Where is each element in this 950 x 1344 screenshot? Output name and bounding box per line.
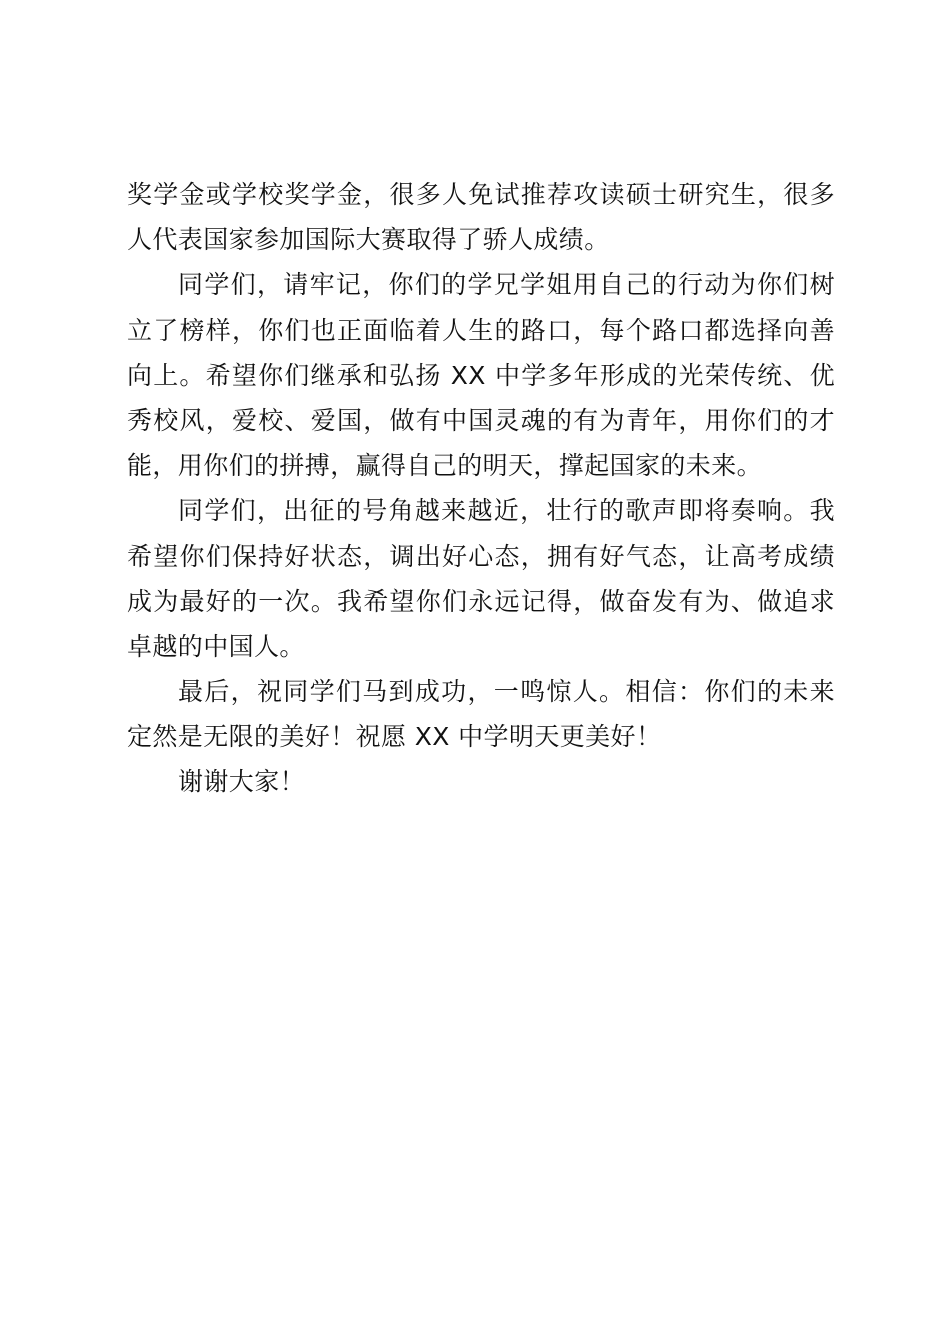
text-line: 最后，祝同学们马到成功，一鸣惊人。相信：你们的未来 <box>178 677 835 707</box>
text-line: 谢谢大家！ <box>178 767 306 797</box>
text-line: 能，用你们的拼搏，赢得自己的明天，撑起国家的未来。 <box>127 451 763 481</box>
text-line: 奖学金或学校奖学金，很多人免试推荐攻读硕士研究生，很多 <box>127 180 835 209</box>
text-line: 卓越的中国人。 <box>127 631 305 661</box>
text-line: 同学们，请牢记，你们的学兄学姐用自己的行动为你们树 <box>178 270 835 300</box>
text-line: 定然是无限的美好！祝愿 XX 中学明天更美好！ <box>127 722 662 752</box>
document-body <box>127 172 835 805</box>
text-line: 人代表国家参加国际大赛取得了骄人成绩。 <box>127 225 610 255</box>
text-line: 向上。希望你们继承和弘扬 XX 中学多年形成的光荣传统、优 <box>127 360 835 390</box>
text-line: 希望你们保持好状态，调出好心态，拥有好气态，让高考成绩 <box>127 541 835 571</box>
text-line: 同学们，出征的号角越来越近，壮行的歌声即将奏响。我 <box>178 496 835 526</box>
text-line: 成为最好的一次。我希望你们永远记得，做奋发有为、做追求 <box>127 586 835 616</box>
text-line: 立了榜样，你们也正面临着人生的路口，每个路口都选择向善 <box>127 315 835 345</box>
text-line: 秀校风，爱校、爱国，做有中国灵魂的有为青年，用你们的才 <box>127 405 835 435</box>
